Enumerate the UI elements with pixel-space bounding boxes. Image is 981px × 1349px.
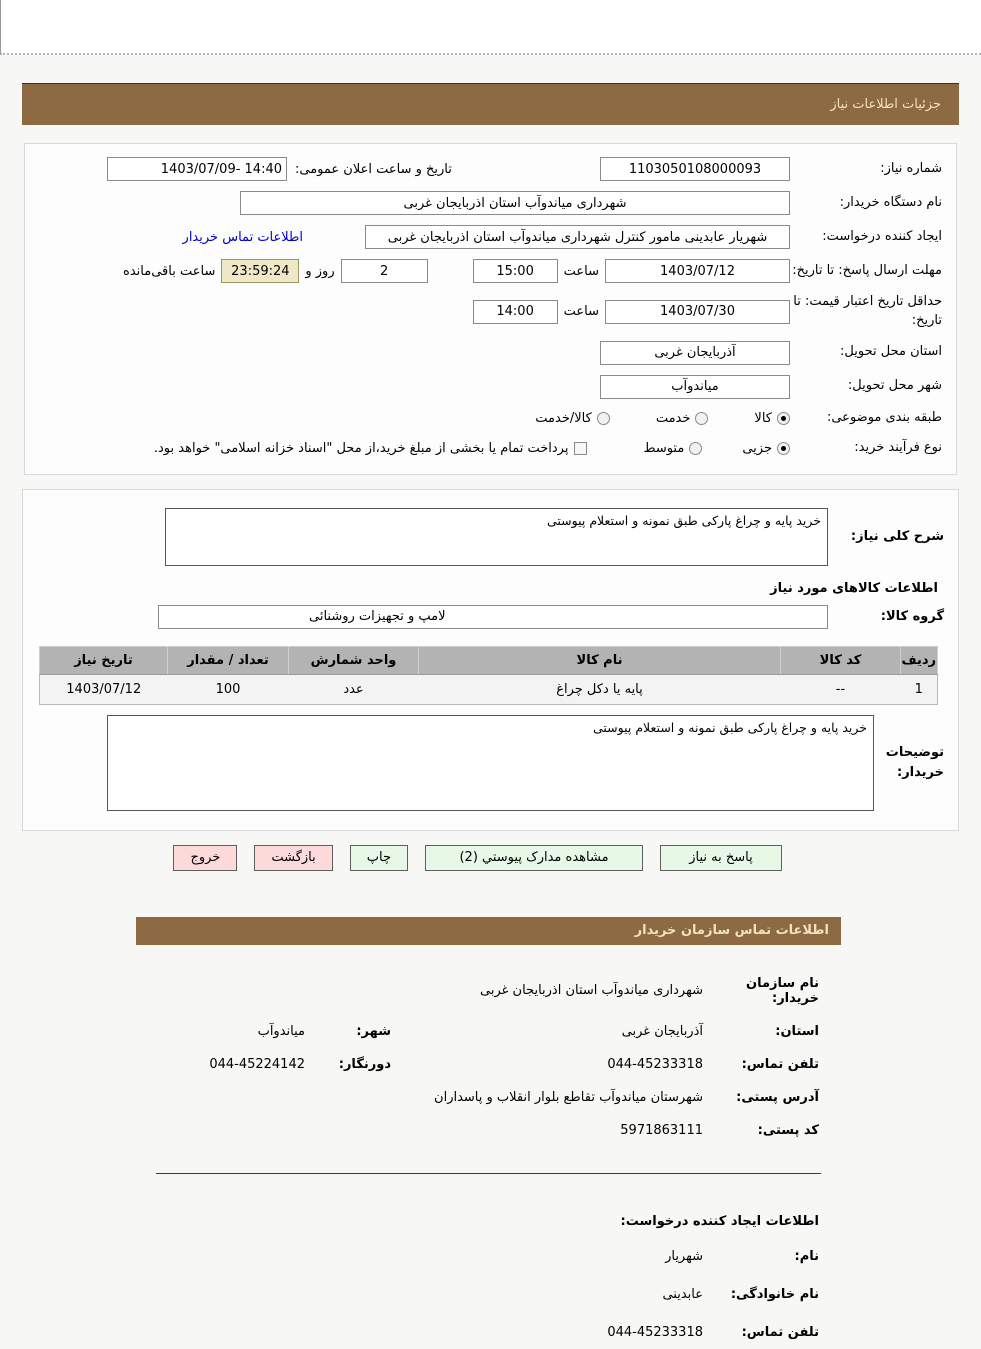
contact-province-label: استان: xyxy=(775,1023,819,1039)
goods-section-heading: اطلاعات کالاهای مورد نیاز xyxy=(770,580,938,596)
need-number-field[interactable]: 1103050108000093 xyxy=(600,157,790,181)
postal-code-value: 5971863111 xyxy=(620,1122,703,1138)
row-need-description xyxy=(23,496,958,571)
cell-unit: عدد xyxy=(289,674,419,704)
contact-phone-label: تلفن تماس: xyxy=(741,1056,819,1072)
need-description-textarea[interactable]: خرید پایه و چراغ پارکی طبق نمونه و استعلام پیوستی xyxy=(165,508,828,566)
section-header-buyer-contact xyxy=(136,917,841,945)
back-button[interactable]: بازگشت xyxy=(254,845,332,871)
radio-option-goods-service-label: کالا/خدمت xyxy=(535,411,592,427)
radio-unchecked-icon xyxy=(597,412,610,425)
buyer-org-field[interactable]: شهرداری میاندوآب استان اذربایجان غربی xyxy=(240,191,790,215)
classification-label: طبقه بندی موضوعی: xyxy=(826,410,942,426)
row-request-creator xyxy=(25,220,956,254)
radio-option-goods-service[interactable] xyxy=(535,411,610,426)
col-header-row-no: ردیف xyxy=(901,646,938,674)
request-creator-field[interactable]: شهریار عابدینی مامور کنترل شهرداری میاندوآب استان اذربایجان غربی xyxy=(365,225,790,249)
announce-datetime-field[interactable]: 1403/07/09- 14:40 xyxy=(107,157,287,181)
postal-address-label: آدرس پستی: xyxy=(736,1089,819,1105)
radio-option-minor[interactable] xyxy=(742,441,790,456)
need-description-label: شرح کلی نیاز: xyxy=(850,529,944,545)
contact-fax-label: دورنگار: xyxy=(338,1056,391,1072)
print-button[interactable]: چاپ xyxy=(350,845,408,871)
process-type-label: نوع فرآیند خرید: xyxy=(854,440,942,456)
buyer-contact-title: اطلاعات تماس سازمان خریدار xyxy=(634,923,829,939)
row-postal-code xyxy=(136,1114,841,1147)
goods-table-row xyxy=(40,674,938,704)
row-org-name xyxy=(136,967,841,1015)
need-details-title: جزئیات اطلاعات نیاز xyxy=(830,97,941,112)
need-number-label: شماره نیاز: xyxy=(880,160,942,176)
exit-button[interactable]: خروج xyxy=(173,845,237,871)
checkbox-unchecked-icon xyxy=(574,442,587,455)
price-validity-label: حداقل تاریخ اعتبار قیمت: تا تاریخ: xyxy=(793,294,942,328)
contact-city-label: شهر: xyxy=(356,1023,391,1039)
row-creator-name xyxy=(136,1235,841,1273)
cell-row-no: 1 xyxy=(901,674,938,704)
radio-option-goods[interactable] xyxy=(754,411,790,426)
row-delivery-province xyxy=(25,336,956,370)
contact-fax-value: 044-45224142 xyxy=(209,1056,305,1072)
buyer-contact-block xyxy=(136,967,841,1349)
goods-table-header-row xyxy=(40,646,938,674)
view-attachments-button[interactable]: مشاهده مدارک پیوستي (2) xyxy=(425,845,643,871)
creator-phone-value: 044-45233318 xyxy=(607,1324,703,1340)
postal-address-value: شهرستان میاندوآب تقاطع بلوار انقلاب و پاسداران xyxy=(434,1089,703,1105)
delivery-city-label: شهر محل تحویل: xyxy=(847,378,942,394)
row-delivery-city xyxy=(25,370,956,404)
org-name-label: نام سازمان خریدار: xyxy=(746,975,819,1006)
buyer-notes-textarea[interactable]: خرید پایه و چراغ پارکی طبق نمونه و استعلام پیوستی xyxy=(107,715,874,811)
delivery-city-field[interactable]: میاندوآب xyxy=(600,375,790,399)
cell-quantity: 100 xyxy=(168,674,289,704)
row-buyer-org xyxy=(25,186,956,220)
col-header-item-name: نام کالا xyxy=(419,646,781,674)
radio-option-medium[interactable] xyxy=(643,441,702,456)
row-phone-fax xyxy=(136,1048,841,1081)
price-validity-date-field[interactable]: 1403/07/30 xyxy=(605,300,790,324)
creator-name-value: شهریار xyxy=(665,1248,703,1264)
row-classification xyxy=(25,404,956,434)
days-suffix-label: روز و xyxy=(305,263,335,279)
row-creator-phone xyxy=(136,1311,841,1349)
buyer-contact-link[interactable]: اطلاعات تماس خریدار xyxy=(182,229,303,245)
radio-checked-icon xyxy=(777,442,790,455)
radio-option-medium-label: متوسط xyxy=(643,441,685,457)
row-process-type xyxy=(25,434,956,464)
reply-deadline-label: مهلت ارسال پاسخ: تا تاریخ: xyxy=(792,262,942,278)
need-detail-box xyxy=(22,489,959,831)
row-postal-address xyxy=(136,1081,841,1114)
contact-city-value: میاندوآب xyxy=(257,1023,305,1039)
creator-surname-value: عابدینی xyxy=(662,1286,703,1302)
goods-group-field[interactable]: لامپ و تجهیزات روشنائی xyxy=(158,605,828,629)
radio-unchecked-icon xyxy=(695,412,708,425)
row-creator-surname xyxy=(136,1273,841,1311)
treasury-checkbox[interactable] xyxy=(154,441,588,456)
goods-table xyxy=(39,646,938,705)
buyer-notes-label: توضیحات خریدار: xyxy=(885,745,944,780)
reply-deadline-date-field[interactable]: 1403/07/12 xyxy=(605,259,790,283)
answer-need-button[interactable]: پاسخ به نیاز xyxy=(660,845,782,871)
col-header-quantity: تعداد / مقدار xyxy=(168,646,289,674)
radio-option-service-label: خدمت xyxy=(655,411,691,427)
row-goods-group xyxy=(23,600,958,634)
reply-hour-label: ساعت xyxy=(563,263,599,279)
treasury-checkbox-label: پرداخت تمام یا بخشی از مبلغ خرید،از محل "اسناد خزانه اسلامی" خواهد بود. xyxy=(153,441,569,457)
col-header-item-code: کد کالا xyxy=(781,646,901,674)
reply-deadline-time-field[interactable]: 15:00 xyxy=(473,259,558,283)
request-creator-label: ایجاد کننده درخواست: xyxy=(822,228,942,244)
col-header-need-date: تاریخ نیاز xyxy=(40,646,168,674)
org-name-value: شهرداری میاندوآب استان اذربایجان غربی xyxy=(480,983,703,999)
radio-unchecked-icon xyxy=(689,442,702,455)
row-buyer-notes xyxy=(23,705,958,816)
remaining-hours-label: ساعت باقی‌مانده xyxy=(123,263,216,279)
cell-item-name: پایه یا دکل چراغ xyxy=(419,674,781,704)
contact-phone-value: 044-45233318 xyxy=(607,1056,703,1072)
buyer-org-label: نام دستگاه خریدار: xyxy=(839,194,942,210)
row-province-city xyxy=(136,1015,841,1048)
creator-name-label: نام: xyxy=(794,1248,819,1264)
validity-hour-label: ساعت xyxy=(563,304,599,320)
radio-option-service[interactable] xyxy=(656,411,709,426)
delivery-province-field[interactable]: آذربایجان غربی xyxy=(600,341,790,365)
creator-section-heading: اطلاعات ایجاد کننده درخواست: xyxy=(620,1213,819,1229)
goods-group-label: گروه کالا: xyxy=(880,609,944,625)
postal-code-label: کد پستی: xyxy=(757,1122,819,1138)
row-need-number xyxy=(25,152,956,186)
cell-need-date: 1403/07/12 xyxy=(40,674,168,704)
radio-option-minor-label: جزیی xyxy=(742,441,772,457)
radio-option-goods-label: کالا xyxy=(754,411,772,427)
delivery-province-label: استان محل تحویل: xyxy=(840,344,942,360)
countdown-timer: 23:59:24 xyxy=(221,259,299,283)
creator-surname-label: نام خانوادگی: xyxy=(730,1286,819,1302)
creator-phone-label: تلفن تماس: xyxy=(741,1324,819,1340)
col-header-unit: واحد شمارش xyxy=(289,646,419,674)
announce-datetime-label: تاریخ و ساعت اعلان عمومی: xyxy=(295,161,452,177)
section-header-need-details xyxy=(22,83,959,125)
price-validity-time-field[interactable]: 14:00 xyxy=(473,300,558,324)
top-band xyxy=(0,0,981,55)
need-info-box xyxy=(24,143,957,475)
contact-province-value: آذربایجان غربی xyxy=(621,1023,703,1039)
action-buttons-row xyxy=(0,831,981,871)
cell-item-code: -- xyxy=(781,674,901,704)
remaining-days-field[interactable]: 2 xyxy=(341,259,428,283)
row-price-validity xyxy=(25,288,956,336)
row-reply-deadline xyxy=(25,254,956,288)
radio-checked-icon xyxy=(777,412,790,425)
